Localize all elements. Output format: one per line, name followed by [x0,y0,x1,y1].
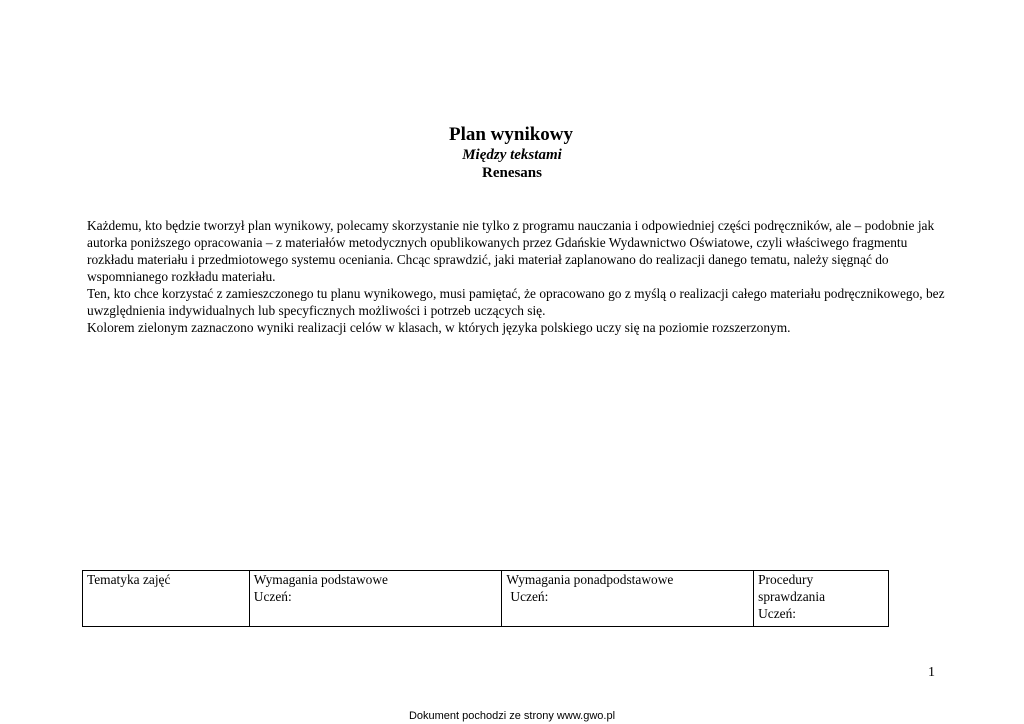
header-label-assessment: sprawdzania [758,589,826,604]
document-title: Plan wynikowy [448,124,574,145]
document-subtitle: Między tekstami [462,147,562,163]
intro-paragraph-2: Ten, kto chce korzystać z zamieszczonego tu planu wynikowego, musi pamiętać, że opracowano go z myślą o realizacji całego materiału podręcznikowego, bez uwzględnienia indywidualnych lub specyficznych możliwości i potrzeb uczących się. [87,286,945,318]
footer-source-note: Dokument pochodzi ze strony www.gwo.pl [408,710,616,722]
header-cell-assessment-procedures [754,571,889,627]
header-label-advanced-requirements: Wymagania ponadpodstawowe [506,572,674,587]
header-cell-topics [83,571,250,627]
plan-table [82,570,889,627]
header-label-topics: Tematyka zajęć [87,572,171,587]
title-block [0,124,1024,182]
page-number: 1 [928,665,935,680]
table-header-row [83,571,889,627]
header-label-procedures: Procedury [758,572,814,587]
intro-paragraph-1: Każdemu, kto będzie tworzył plan wynikowy, polecamy skorzystanie nie tylko z programu nauczania i odpowiedniej części podręczników, ale – podobnie jak autorka poniższego opracowania – z materiałów metodycznych opublikowanych przez Gdańskie Wydawnictwo Oświatowe, czyli właściwego fragmentu rozkładu materiału i przedmiotowego systemu oceniania. Chcąc sprawdzić, jaki materiał zaplanowano do realizacji danego tematu, należy sięgnąć do wspomnianego rozkładu materiału. [87,218,935,284]
header-sublabel-student: Uczeń: [758,606,797,621]
intro-text [87,217,957,336]
header-cell-advanced-requirements [502,571,754,627]
document-section-title: Renesans [481,165,542,181]
header-sublabel-student: Uczeń: [510,589,549,604]
intro-paragraph-3: Kolorem zielonym zaznaczono wyniki realizacji celów w klasach, w których języka polskiego uczy się na poziomie rozszerzonym. [87,320,791,335]
header-cell-basic-requirements [249,571,502,627]
header-sublabel-student: Uczeń: [253,589,292,604]
header-label-basic-requirements: Wymagania podstawowe [253,572,388,587]
